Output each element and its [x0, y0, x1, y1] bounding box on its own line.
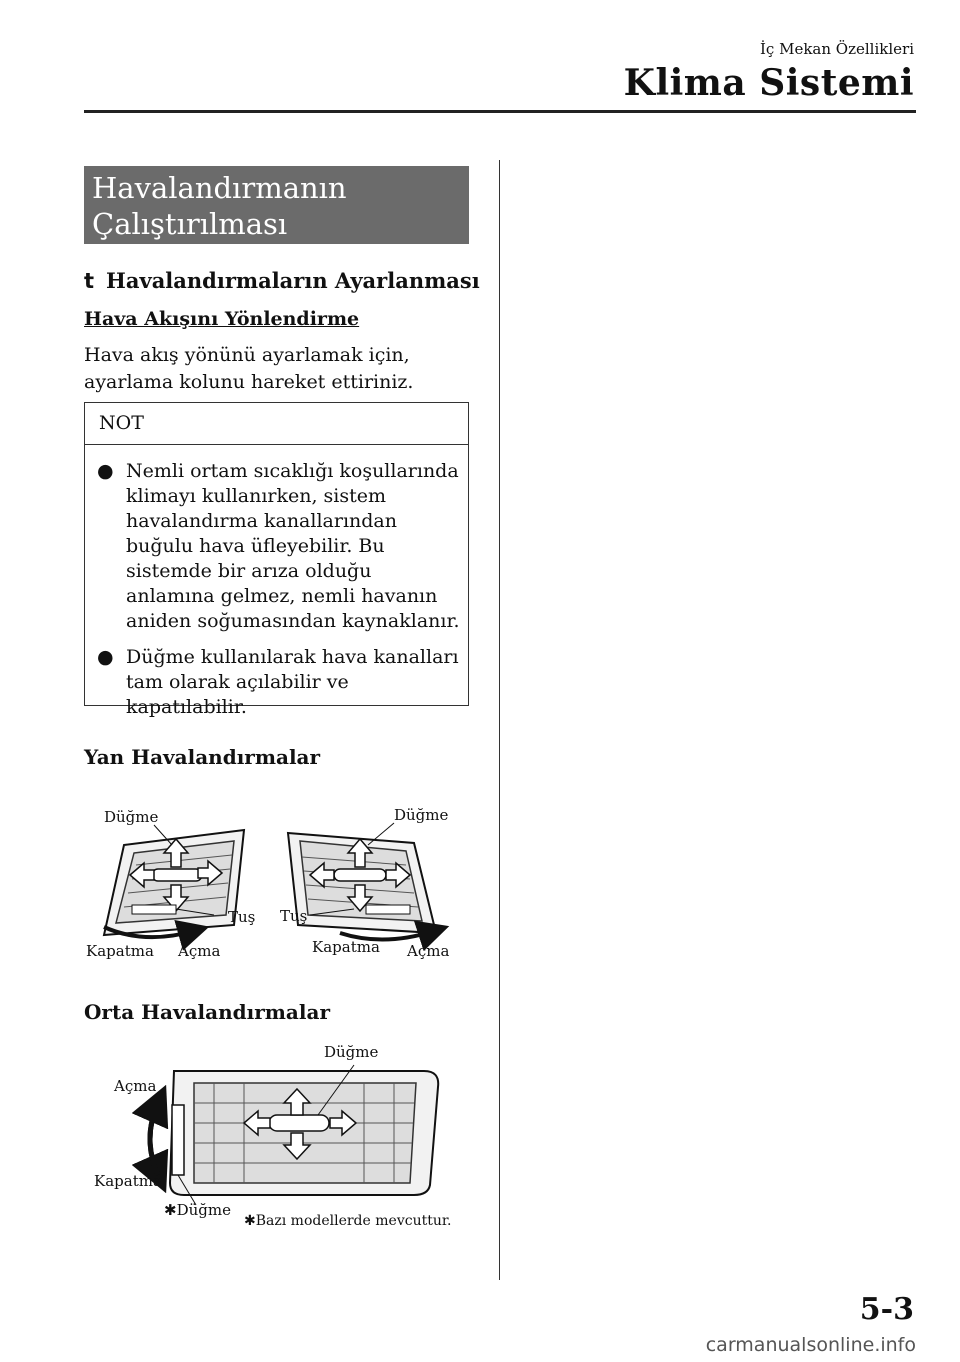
page-number: 5-3 — [859, 1292, 914, 1327]
bullet-icon: ● — [97, 646, 114, 668]
side-vents-figure — [84, 795, 474, 970]
center-close-label: Kapatma — [94, 1172, 162, 1190]
note-item-text: Nemli ortam sıcaklığı koşullarında klimayı kullanırken, sistem havalandırma kanallarından buğulu hava üfleyebilir. Bu sistemde bir arıza olduğu anlamına gelmez, nemli havanın aniden soğumasından kaynaklanır. — [126, 460, 460, 632]
intro-paragraph-line1: Hava akış yönünü ayarlamak için, — [84, 344, 410, 366]
note-title: NOT — [85, 403, 468, 445]
section-title-line2: Çalıştırılması — [92, 207, 288, 241]
note-item-text: Düğme kullanılarak hava kanalları tam olarak açılabilir ve kapatılabilir. — [126, 646, 459, 718]
center-vents-heading: Orta Havalandırmalar — [84, 1000, 330, 1024]
subheading-mark-icon: t — [84, 269, 95, 293]
center-knob-bottom-text: Düğme — [176, 1201, 231, 1219]
right-side-vent — [288, 823, 436, 940]
asterisk-icon: ✱ — [164, 1201, 177, 1219]
left-key-label: Tuş — [228, 908, 256, 926]
watermark: carmanualsonline.info — [705, 1334, 916, 1356]
note-item — [97, 459, 462, 634]
right-close-label: Kapatma — [312, 938, 380, 956]
left-side-vent — [104, 825, 244, 937]
right-key-label: Tuş — [280, 907, 308, 925]
side-vents-heading: Yan Havalandırmalar — [84, 745, 321, 769]
intro-paragraph-line2: ayarlama kolunu hareket ettiriniz. — [84, 371, 414, 393]
left-open-label: Açma — [178, 942, 221, 960]
right-open-label: Açma — [407, 942, 450, 960]
bullet-icon: ● — [97, 460, 114, 482]
intro-paragraph — [84, 342, 474, 396]
left-close-label: Kapatma — [86, 942, 154, 960]
center-knob-top-label: Düğme — [324, 1043, 379, 1061]
center-open-label: Açma — [114, 1077, 157, 1095]
section-title-box — [84, 166, 469, 244]
header-rule — [84, 110, 916, 113]
header-title: Klima Sistemi — [623, 62, 914, 104]
underline-heading: Hava Akışını Yönlendirme — [84, 308, 360, 330]
availability-footnote-text: Bazı modellerde mevcuttur. — [255, 1213, 452, 1229]
availability-footnote — [244, 1213, 451, 1229]
note-box — [84, 402, 469, 718]
section-title-line1: Havalandırmanın — [92, 171, 347, 205]
center-vents-figure — [84, 1035, 474, 1235]
header-section-label: İç Mekan Özellikleri — [760, 40, 914, 58]
right-knob-label: Düğme — [394, 806, 449, 824]
subheading — [84, 268, 480, 293]
subheading-text: Havalandırmaların Ayarlanması — [106, 268, 480, 293]
left-knob-label: Düğme — [104, 808, 159, 826]
column-divider — [499, 160, 500, 1280]
asterisk-icon: ✱ — [244, 1213, 256, 1229]
note-item — [97, 645, 462, 720]
center-knob-bottom-label — [164, 1201, 231, 1219]
center-vent — [150, 1065, 438, 1205]
